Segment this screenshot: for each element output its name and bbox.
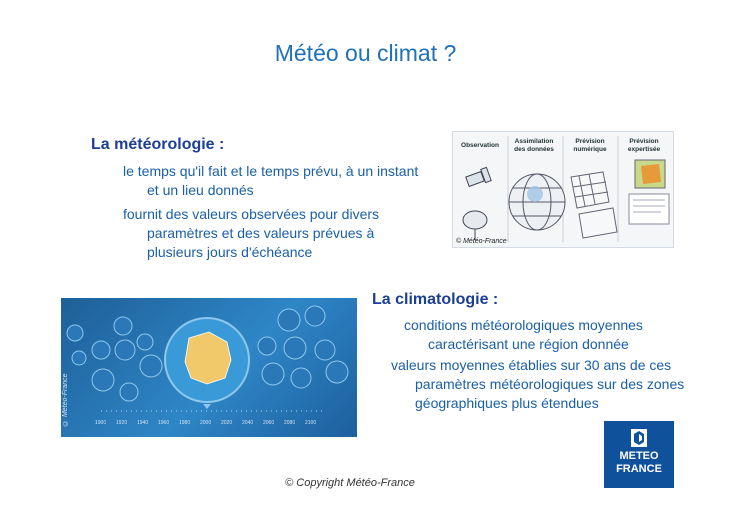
- timeline-1940: 1940: [137, 420, 149, 426]
- climatology-bullet-2: [391, 356, 691, 413]
- timeline-2020: 2020: [221, 420, 233, 426]
- radar-dish-icon: [463, 211, 487, 240]
- house-bubble: [120, 383, 138, 401]
- meteorology-heading: La météorologie :: [91, 136, 225, 153]
- truck-bubble: [92, 369, 114, 391]
- meteorology-bullet-2-text: fournit des valeurs observées pour divers paramètres et des valeurs prévues à plusieurs jours d'échéance: [123, 206, 380, 260]
- meteorology-bullet-1: [123, 162, 423, 200]
- meteorology-bullet-2: [123, 205, 423, 262]
- co-bubble: [114, 317, 132, 335]
- climatology-bullet-1-text: conditions météorologiques moyennes caractérisant une région donnée: [404, 317, 643, 352]
- heat-bubble: [262, 363, 284, 385]
- chart-bubble: [326, 361, 348, 383]
- ch4-bubble: [67, 325, 83, 341]
- timeline-2040: 2040: [242, 420, 254, 426]
- forecast-process-diagram: [452, 131, 674, 248]
- model-grid-icon: [571, 172, 617, 238]
- snow-bubble: [278, 309, 300, 331]
- n2o-bubble: [137, 334, 153, 350]
- climatology-bullet-1: [404, 316, 704, 354]
- infographic-credit: © Météo-France: [62, 373, 69, 426]
- page-title: Météo ou climat ?: [274, 40, 457, 66]
- climate-infographic: [61, 298, 357, 437]
- forecast-diagram-graphic: [453, 132, 673, 247]
- logo-emblem-icon: [631, 429, 647, 447]
- meteorology-bullet-1-text: le temps qu'il fait et le temps prévu, à un instant et un lieu donnés: [123, 163, 419, 198]
- climatology-bullet-2-text: valeurs moyennes établies sur 30 ans de ces paramètres météorologiques sur des zones géographiques plus étendues: [391, 357, 685, 411]
- globe-icon: [509, 174, 565, 230]
- co2-bubble: [72, 351, 86, 365]
- stage-observation: Observation: [461, 142, 499, 149]
- logo-line-2: FRANCE: [616, 463, 662, 475]
- timeline-1960: 1960: [158, 420, 170, 426]
- timeline-1920: 1920: [116, 420, 128, 426]
- timeline-1900: 1900: [95, 420, 107, 426]
- timeline-2100: 2100: [305, 420, 317, 426]
- timeline-2080: 2080: [284, 420, 296, 426]
- timeline-2060: 2060: [263, 420, 275, 426]
- waves-bubble: [291, 368, 311, 388]
- tractor-bubble: [92, 341, 110, 359]
- wind-flag-bubble: [315, 340, 335, 360]
- copyright-footer: © Copyright Météo-France: [285, 477, 415, 489]
- stage-assimilation: Assimilation des données: [514, 138, 554, 153]
- stage-numerical-forecast: Prévision numérique: [573, 138, 607, 153]
- climate-infographic-graphic: [61, 298, 357, 437]
- forecast-map-icon: [629, 160, 669, 224]
- sun-bubble: [305, 306, 325, 326]
- city-bubble: [140, 355, 162, 377]
- satellite-icon: [466, 167, 491, 186]
- diagram-credit: © Météo-France: [456, 238, 507, 245]
- stage-expert-forecast: Prévision expertisée: [627, 138, 661, 153]
- rain-cloud-bubble: [284, 337, 306, 359]
- logo-line-1: METEO: [619, 450, 659, 462]
- timeline-2000: 2000: [200, 420, 212, 426]
- factory-bubble: [115, 340, 135, 360]
- climatology-heading: La climatologie :: [372, 291, 499, 308]
- timeline-1980: 1980: [179, 420, 191, 426]
- thermometer-bubble: [258, 337, 276, 355]
